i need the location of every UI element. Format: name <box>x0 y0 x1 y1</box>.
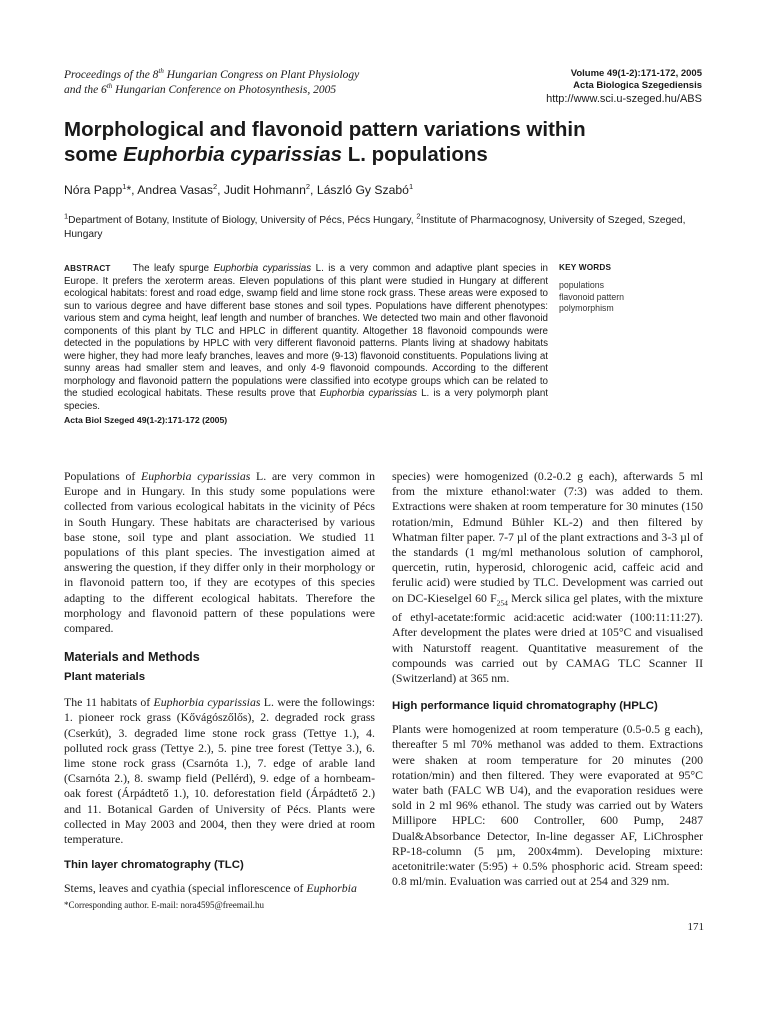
hplc-paragraph: Plants were homogenized at room temperature (0.5-0.5 g each), thereafter 5 ml 70% methanol was added to them. Extractions were shaken at room temperature for 20 minutes (200 rotation/min) and then filtered. They were evaporated at 95°C water bath (FALC WB U4), and the evaporation residues were sold in 2 ml 96% ethanol. The study was carried out by Waters Millipore HPLC: 600 Controller, 600 Pump, 2487 Dual&Absorbance Detector, In-line degasser AF, LiChrospher RP-18-column (5 µm, 200x4mm). Developing mixture: acetonitrile:water (5:95) + 0.5% phosphoric acid. Stream speed: 0.8 ml/min. Evaluation was carried out at 254 and 329 nm. <box>392 722 703 889</box>
proceedings-header <box>64 68 464 98</box>
title-line-2: some Euphorbia cyparissias L. populations <box>64 143 488 166</box>
affiliations: $^1$Department of Botany, Institute of Biology, University of Pécs, Pécs Hungary, $^2$Institute of Pharmacognosy, University of Szeged, Szeged, Hungary <box>64 211 686 240</box>
keyword-item: populations <box>559 280 604 290</box>
article-title <box>64 117 714 167</box>
corresponding-author-footnote: *Corresponding author. E-mail: nora4595@freemail.hu <box>64 900 264 911</box>
abstract <box>64 263 548 426</box>
subsection-heading-plant-materials: Plant materials <box>64 671 146 684</box>
page-number: 171 <box>687 921 704 933</box>
proceedings-line-1: Proceedings of the 8th Hungarian Congress on Plant Physiology <box>64 67 360 81</box>
author-name: László Gy Szabó <box>316 183 409 197</box>
volume-info: Volume 49(1-2):171-172, 2005 <box>570 68 702 79</box>
abstract-text: ABSTRACT The leafy spurge Euphorbia cyparissias L. is a very common and adaptive plant species in Europe. It prefers the xeroterm areas. Eleven populations of this plant were studied in Hungary at different ecological habitats: forest and road edge, swamp field and lime stone rock grass. These areas were exposed to sun to various degree and have different base stones and soil types. Populations have different phenotypes: various stem and cyma height, leaf length and number of branches. We detected two main and other flavonoid components of this plant by TLC and HPLC in different quantity. Altogether 18 flavonoid compounds were detected in the populations by HPLC with very different flavonoid patterns. Plants living at shadowy habitats were higher, they had more leafy branches, leaves and more (9-13) flavonoid constituents. Populations living at sunny areas had smaller stem and leaves, and only 4-9 flavonoid compounds. According to the different morphology and flavonoid pattern the populations were classified into ecotype groups which can be related to the studied ecological habitats. These results prove that Euphorbia cyparissias L. is a very polymorph plant species. <box>64 263 549 413</box>
keywords-list <box>559 280 709 315</box>
author-name: Judit Hohmann <box>223 183 306 197</box>
tlc-paragraph-continued: species) were homogenized (0.2-0.2 g each), afterwards 5 ml from the mixture ethanol:water (7:3) was added to them. Extractions were shaken at room temperature for 30 minutes (150 rotation/min, Edmund Bühler KL-2) and then filtered by Whatman filter paper. 7-7 µl of the plant extractions and 3-3 µl of the standards (1 mg/ml methanolous solution of camphorol, quercetin, rutin, hyperosid, chlorogenic acid, caffeic acid and ferulic acid) were studied by TLC. Development was carried out on DC-Kieselgel 60 $F_{254}$ Merck silica gel plates, with the mixture of ethyl-acetate:formic acid:acetic acid:water (100:11:11:27). After development the plates were dried at 105°C and visualised with Naturstoff reagent. Quantitative measurement of the compounds was carried out by CAMAG TLC Scanner II (Switzerland) at 365 nm. <box>392 469 703 685</box>
keyword-item: flavonoid pattern <box>559 291 625 302</box>
abstract-heading: ABSTRACT <box>64 264 111 273</box>
keywords-box <box>559 263 709 315</box>
keywords-heading: KEY WORDS <box>559 263 612 272</box>
title-line-1: Morphological and flavonoid pattern variations within <box>64 118 586 141</box>
author-name: Andrea Vasas <box>137 183 213 197</box>
abstract-citation: Acta Biol Szeged 49(1-2):171-172 (2005) <box>64 414 228 425</box>
keyword-item: polymorphism <box>559 303 614 313</box>
author-list: Nóra Papp$^1$*, Andrea Vasas$^2$, Judit Hohmann$^2$, László Gy Szabó$^1$ <box>64 181 414 197</box>
author-name: Nóra Papp <box>64 183 123 197</box>
subsection-heading-tlc: Thin layer chromatography (TLC) <box>64 859 244 872</box>
body-column-left <box>64 469 375 911</box>
proceedings-line-2: and the 6th Hungarian Conference on Photosynthesis, 2005 <box>64 82 337 96</box>
section-heading-methods: Materials and Methods <box>64 650 200 665</box>
journal-url[interactable]: http://www.sci.u-szeged.hu/ABS <box>546 93 702 105</box>
body-column-right <box>392 469 703 889</box>
tlc-paragraph-start: Stems, leaves and cyathia (special inflorescence of Euphorbia <box>64 881 357 896</box>
subsection-heading-hplc: High performance liquid chromatography (HPLC) <box>392 700 658 713</box>
plant-materials-paragraph: The 11 habitats of Euphorbia cyparissias L. were the followings: 1. pioneer rock grass (Kővágószőlős), 2. degraded rock grass (Cserkút), 3. degraded lime stone rock grass (Tettye 1.), 4. polluted rock grass (Tettye 2.), 5. pine tree forest (Tettye 3.), 6. lime stone rock grass (Csarnóta 1.), 7. edge of arable land (Csarnóta 2.), 8. swamp field (Pellérd), 9. edge of a hornbeam-oak forest (Árpádtető 1.), 10. deforestation field (Árpádtető 2.) and 11. Botanical Garden of University of Pécs. Plants were collected in May 2003 and 2004, then they were dried at room temperature. <box>64 695 375 847</box>
journal-info <box>442 68 702 92</box>
journal-name: Acta Biologica Szegediensis <box>573 80 702 91</box>
intro-paragraph: Populations of Euphorbia cyparissias L. are very common in Europe and in Hungary. In this study some populations were collected from various ecological habitats in the vicinity of Pécs in South Hungary. These habitats are characterised by various base stone, soil type and plant association. We studied 11 populations of this plant species. The investigation aimed at answering the question, if they differ only in their morphology or in flavonoid pattern too, if they are ecotypes of this species adapting to the different ecological habitats. Therefore the morphology and flavonoid pattern of these populations were compared. <box>64 469 375 636</box>
